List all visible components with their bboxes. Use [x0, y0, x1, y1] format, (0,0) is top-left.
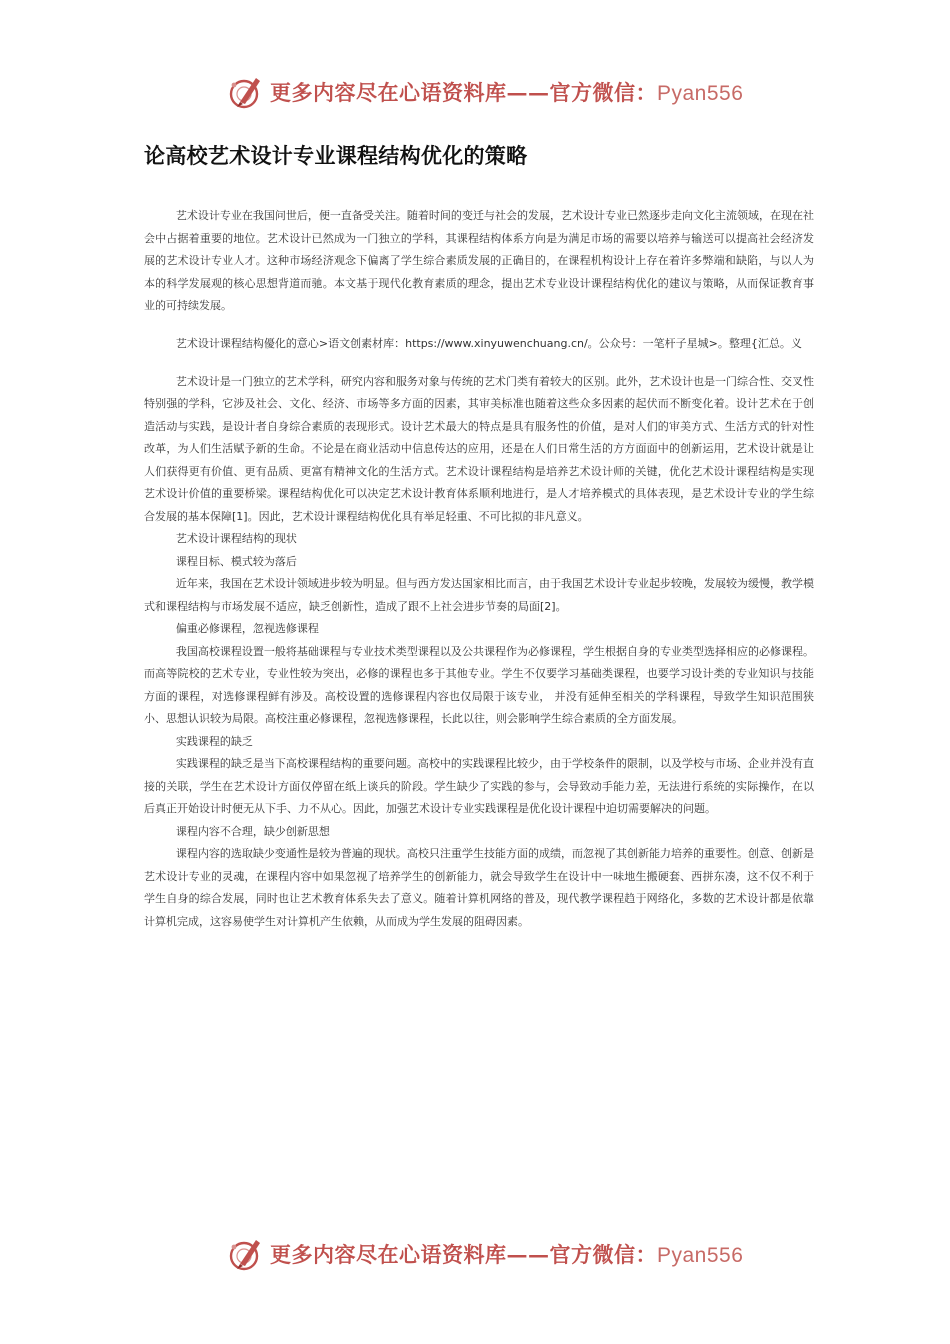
footer-banner — [226, 1234, 743, 1274]
paragraph-definition: 艺术设计是一门独立的艺术学科，研究内容和服务对象与传统的艺术门类有着较大的区别。此外，艺术设计也是一门综合性、交叉性特别强的学科，它涉及社会、文化、经济、市场等多方面的因素，其审美标准也随着这些众多因素的起伏而不断变化着。设计艺术在于创造活动与实践，是设计者自身综合素质的表现形式。设计艺术最大的特点是具有服务性的价值，是对人们的审美方式、生活方式的针对性改革，为人们生活赋予新的生命。不论是在商业活动中信息传达的应用，还是在人们日常生活的方方面面中的创新运用，艺术设计就是让人们获得更有价值、更有品质、更富有精神文化的生活方式。艺术设计课程结构是培养艺术设计师的关键，优化艺术设计课程结构是实现艺术设计价值的重要桥梁。课程结构优化可以决定艺术设计教育体系顺利地进行，是人才培养模式的具体表现，是艺术设计专业的学生综合发展的基本保障[1]。因此，艺术设计课程结构优化具有举足轻重、不可比拟的非凡意义。 — [144, 374, 814, 523]
document-body — [144, 205, 814, 933]
header-banner — [226, 72, 743, 112]
subheading-required-courses: 偏重必修课程，忽视选修课程 — [175, 622, 319, 635]
banner-text — [270, 77, 743, 107]
banner-main-text: 更多内容尽在心语资料库 — [270, 1242, 507, 1267]
paragraph-required-courses: 我国高校课程设置一般将基础课程与专业技术类型课程以及公共课程作为必修课程，学生根据自身的专业类型选择相应的必修课程。而高等院校的艺术专业，专业性较为突出，必修的课程也多于其他专业。学生不仅要学习基础类课程，也要学习设计类的专业知识与技能方面的课程，对选修课程鲜有涉及。高校设置的选修课程内容也仅局限于该专业， 并没有延伸至相关的学科课程，导致学生知识范围狭小、思想认识较为局限。高校注重必修课程，忽视选修课程，长此以往，则会影响学生综合素质的全方面发展。 — [144, 644, 814, 725]
subheading-content: 课程内容不合理，缺少创新思想 — [175, 824, 330, 838]
section-heading-status: 艺术设计课程结构的现状 — [175, 532, 297, 545]
subheading-practice: 实践课程的缺乏 — [175, 734, 253, 748]
paragraph-practice: 实践课程的缺乏是当下高校课程结构的重要问题。高校中的实践课程比较少，由于学校条件的限制，以及学校与市场、企业并没有直接的关联，学生在艺术设计方面仅停留在纸上谈兵的阶段。学生缺少了实践的参与，会导致动手能力差，无法进行系统的实际操作，在以后真正开始设计时便无从下手、力不从心。因此，加强艺术设计专业实践课程是优化设计课程中迫切需要解决的问题。 — [144, 757, 814, 815]
paragraph-goals: 近年来，我国在艺术设计领域进步较为明显。但与西方发达国家相比而言，由于我国艺术设计专业起步较晚，发展较为缓慢，教学模式和课程结构与市场发展不适应，缺乏创新性，造成了跟不上社会进步节奏的局面[2]。 — [144, 577, 814, 613]
subheading-goals: 课程目标、模式较为落后 — [175, 554, 297, 568]
banner-wechat-id: Pyan556 — [657, 82, 744, 105]
paragraph-intro: 艺术设计专业在我国问世后，便一直备受关注。随着时间的变迁与社会的发展，艺术设计专业已然逐步走向文化主流领域，在现在社会中占据着重要的地位。艺术设计已然成为一门独立的学科，其课程结构体系方向是为满足市场的需要以培养与输送可以提高社会经济发展的艺术设计专业人才。这种市场经济观念下偏离了学生综合素质发展的正确目的，在课程机构设计上存在着许多弊端和缺陷，与以人为本的科学发展观的核心思想背道而驰。本文基于现代化教育素质的理念，提出艺术专业设计课程结构优化的建议与策略，从而保证教育事业的可持续发展。 — [144, 209, 814, 312]
banner-wechat-label: 官方微信： — [549, 80, 657, 105]
banner-main-text: 更多内容尽在心语资料库 — [270, 80, 507, 105]
pen-nib-logo-icon — [226, 1234, 266, 1274]
banner-dash: —— — [506, 1242, 550, 1267]
document-title: 论高校艺术设计专业课程结构优化的策略 — [144, 144, 528, 168]
banner-text — [270, 1239, 743, 1269]
banner-wechat-id: Pyan556 — [657, 1244, 744, 1267]
paragraph-source-note: 艺术设计课程结构優化的意心>语文创素材库：https://www.xinyuwenchuang.cn/。公众号：一笔杆子星城>。整理{汇总。义 — [175, 336, 802, 350]
pen-nib-logo-icon — [226, 72, 266, 112]
banner-dash: —— — [506, 80, 550, 105]
paragraph-content: 课程内容的选取缺少变通性是较为普遍的现状。高校只注重学生技能方面的成绩，而忽视了其创新能力培养的重要性。创意、创新是艺术设计专业的灵魂，在课程内容中如果忽视了培养学生的创新能力，就会导致学生在设计中一味地生搬硬套、西拼东凑，这不仅不利于学生自身的综合发展，同时也让艺术教育体系失去了意义。随着计算机网络的普及，现代教学课程趋于网络化，多数的艺术设计都是依靠计算机完成，这容易使学生对计算机产生依赖，从而成为学生发展的阻碍因素。 — [144, 847, 814, 928]
banner-wechat-label: 官方微信： — [549, 1242, 657, 1267]
